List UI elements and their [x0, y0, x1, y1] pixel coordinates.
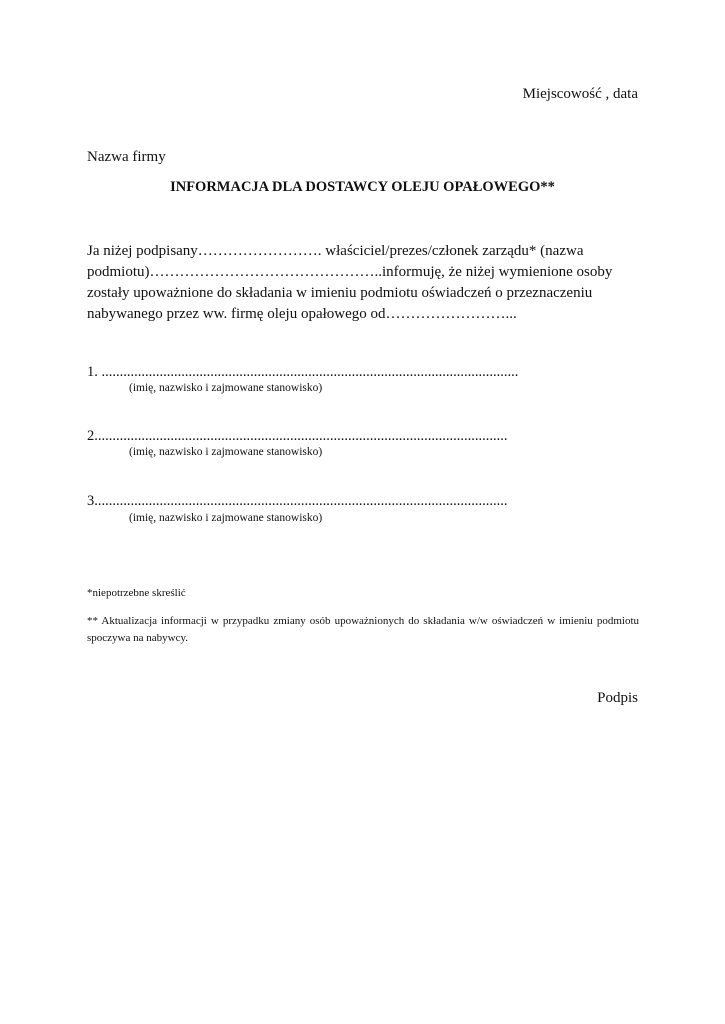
person-1-caption: (imię, nazwisko i zajmowane stanowisko) [129, 382, 323, 394]
declaration-line: nabywanego przez ww. firmę oleju opałowego od……………………... [87, 306, 517, 322]
person-2-caption: (imię, nazwisko i zajmowane stanowisko) [129, 446, 323, 458]
declaration-line: zostały upoważnione do składania w imieniu podmiotu oświadczeń o przeznaczeniu [87, 285, 593, 301]
document-title: INFORMACJA DLA DOSTAWCY OLEJU OPAŁOWEGO** [170, 179, 555, 195]
footnote-update: ** Aktualizacja informacji w przypadku zmiany osób upoważnionych do składania w/w oświadczeń w imieniu podmiotu spoczywa na nabywcy. [87, 615, 639, 644]
person-3-line: 3.................................................................................................................. [87, 493, 508, 509]
footnote-strike: *niepotrzebne skreślić [87, 587, 186, 599]
declaration-line: podmiotu)………………………………………..informuję, że niżej wymienione osoby [87, 264, 613, 280]
signature-label: Podpis [597, 690, 638, 706]
declaration-paragraph [87, 241, 612, 325]
place-date: Miejscowość , data [522, 86, 638, 102]
person-2-line: 2.................................................................................................................. [87, 428, 508, 444]
person-3-caption: (imię, nazwisko i zajmowane stanowisko) [129, 512, 323, 524]
company-name: Nazwa firmy [87, 149, 166, 165]
declaration-line: Ja niżej podpisany……………………. właściciel/prezes/członek zarządu* (nazwa [87, 243, 584, 259]
person-1-line: 1. ................................................................................................................... [87, 364, 519, 380]
